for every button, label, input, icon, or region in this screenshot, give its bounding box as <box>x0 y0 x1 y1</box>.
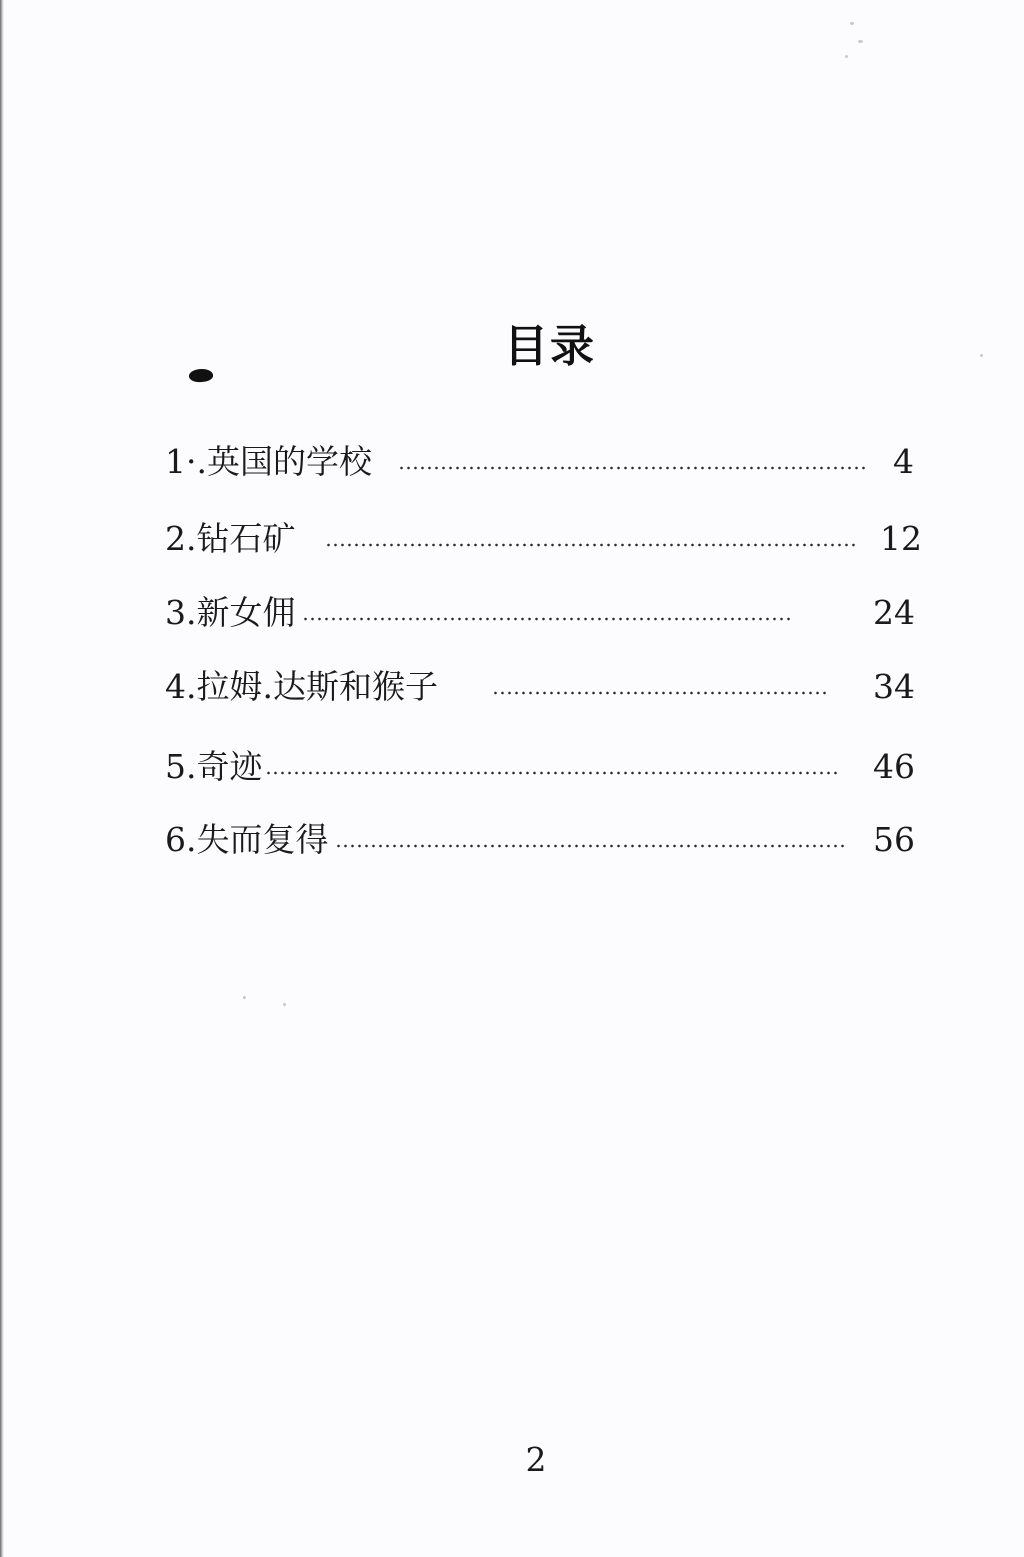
toc-leader-dots <box>325 543 857 547</box>
toc-entry-page: 34 <box>873 667 915 706</box>
page-title: 目录 <box>504 321 596 372</box>
toc-leader-dots <box>265 771 841 775</box>
toc-entry[interactable] <box>165 745 925 789</box>
toc-leader-dots <box>492 691 828 695</box>
toc-entry-title: 5.奇迹 <box>165 747 263 786</box>
toc-leader-dots <box>335 844 847 848</box>
toc-entry-title: 6.失而复得 <box>165 820 329 859</box>
toc-entry-page: 56 <box>873 820 915 859</box>
toc-entry-page: 46 <box>873 747 915 786</box>
toc-leader-dots <box>398 466 868 470</box>
toc-entry[interactable] <box>165 517 925 561</box>
toc-entry-page: 12 <box>880 519 922 558</box>
toc-entry[interactable] <box>165 591 925 635</box>
toc-entry-title: 1·.英国的学校 <box>165 442 372 481</box>
toc-entry-page: 24 <box>873 593 915 632</box>
toc-entry-title: 3.新女佣 <box>165 593 296 632</box>
page-binding-edge <box>0 0 4 1557</box>
toc-entry-title: 4.拉姆.达斯和猴子 <box>165 667 438 706</box>
toc-entry[interactable] <box>165 818 925 862</box>
scan-speck <box>243 996 246 999</box>
toc-entry[interactable] <box>165 440 925 484</box>
toc-leader-dots <box>302 617 792 621</box>
scan-speck <box>283 1003 286 1006</box>
toc-entry-page: 4 <box>893 442 914 481</box>
table-of-contents <box>165 0 925 900</box>
toc-entry[interactable] <box>165 665 925 709</box>
toc-entry-title: 2.钻石矿 <box>165 519 296 558</box>
page-number: 2 <box>525 1440 547 1479</box>
